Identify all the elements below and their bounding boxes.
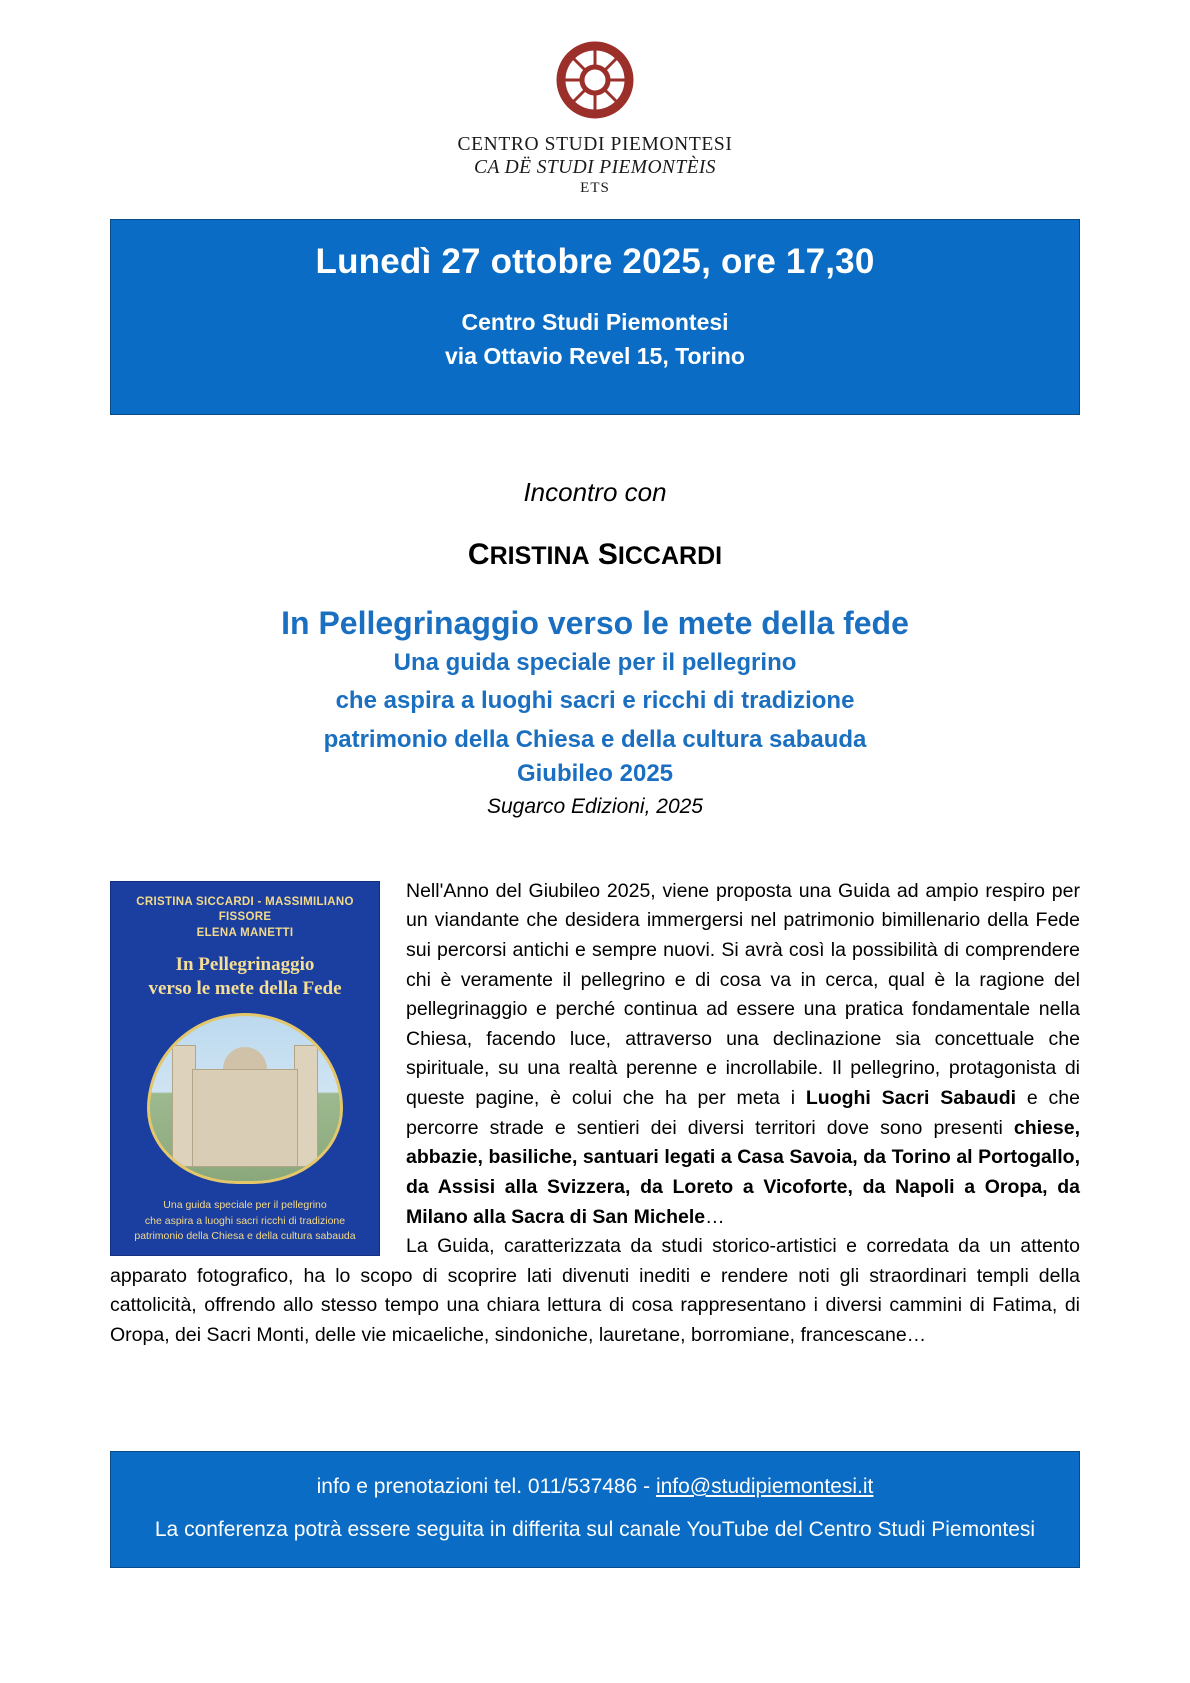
meeting-intro: Incontro con <box>523 477 667 507</box>
description-bold-1: Luoghi Sacri Sabaudi <box>805 1087 1017 1110</box>
cover-title-line-2: verso le mete della Fede <box>148 978 342 999</box>
speaker-firstname-rest: RISTINA <box>489 542 590 570</box>
cover-title <box>111 953 379 1001</box>
speaker-firstname-initial: C <box>467 538 490 571</box>
cover-subtitle <box>111 1198 379 1245</box>
contact-banner <box>110 1451 1080 1568</box>
speaker-lastname-rest: ICCARDI <box>617 542 723 570</box>
contact-phone-text: info e prenotazioni tel. 011/537486 - <box>316 1474 656 1498</box>
speaker-name <box>110 538 1080 572</box>
description-part-3: … <box>705 1205 725 1228</box>
event-venue: Centro Studi Piemontesi <box>461 309 729 336</box>
organization-logo <box>110 0 1080 197</box>
contact-info <box>121 1470 1069 1504</box>
book-jubilee-label: Giubileo 2025 <box>516 759 674 787</box>
description-block <box>110 877 1080 1351</box>
description-part-1: Nell'Anno del Giubileo 2025, viene proposta una Guida ad ampio respiro per un viandante che desidera immergersi nel patrimonio bimillenario della Fede sui percorsi antichi e sempre nuovi. Si avrà così la possibilità di comprendere chi è veramente il pellegrino e di cosa va in cerca, qual è la ragione del pellegrinaggio e perché continua ad essere una pratica fondamentale nella Chiesa, facendo luce, attraverso una declinazione sia concettuale che spirituale, su una realtà perenne e incrollabile. Il pellegrino, protagonista di queste pagine, è colui che ha per meta i <box>406 879 1080 1110</box>
description-part-4: La Guida, caratterizzata da studi storico-artistici e corredata da un attento apparato fotografico, ha lo scopo di scoprire lati divenuti inediti e rendere noti gli straordinari templi della cattolicità, offrendo allo stesso tempo una chiara lettura di cosa rappresentano i diversi cammini di Fatima, di Oropa, dei Sacri Monti, delle vie micaeliche, sindoniche, lauretane, borromiane, francescane… <box>110 1235 1080 1347</box>
event-date: Lunedì 27 ottobre 2025, ore 17,30 <box>315 242 875 281</box>
logo-title-it: CENTRO STUDI PIEMONTESI <box>457 134 733 155</box>
cover-subtitle-line-1: Una guida speciale per il pellegrino <box>163 1198 327 1211</box>
event-address: via Ottavio Revel 15, Torino <box>445 342 745 369</box>
youtube-note: La conferenza potrà essere seguita in differita sul canale YouTube del Centro Studi Piemontesi <box>154 1518 1036 1542</box>
description-bold-2: chiese, abbazie, basiliche, santuari legati a Casa Savoia, da Torino al Portogallo, da Assisi alla Svizzera, da Loreto a Vicoforte, da Napoli a Oropa, da Milano alla Sacra di San Michele <box>406 1116 1080 1228</box>
logo-title-pms: CA DË STUDI PIEMONTÈIS <box>474 157 716 178</box>
book-subtitle-line-1: Una guida speciale per il pellegrino <box>393 649 797 677</box>
cover-basilica-photo <box>147 1013 343 1184</box>
book-publisher: Sugarco Edizioni, 2025 <box>487 794 703 818</box>
event-banner <box>110 219 1080 415</box>
book-cover-image <box>110 881 380 1256</box>
book-title: In Pellegrinaggio verso le mete della fede <box>281 605 909 641</box>
speaker-lastname-initial: S <box>597 538 618 571</box>
cover-title-line-1: In Pellegrinaggio <box>175 954 315 976</box>
description-part-2: e che percorre strade e sentieri dei diversi territori dove sono presenti <box>406 1087 1080 1139</box>
cover-church-facade <box>192 1069 298 1167</box>
cover-subtitle-line-3: patrimonio della Chiesa e della cultura sabauda <box>134 1230 356 1243</box>
contact-email-link[interactable]: info@studipiemontesi.it <box>655 1474 874 1498</box>
rosette-logo-icon <box>547 32 643 128</box>
book-subtitle-line-2: che aspira a luoghi sacri e ricchi di tradizione <box>335 687 855 715</box>
logo-subtitle-ets: ETS <box>580 180 610 196</box>
cover-subtitle-line-2: che aspira a luoghi sacri ricchi di tradizione <box>144 1214 346 1227</box>
cover-authors: CRISTINA SICCARDI - MASSIMILIANO FISSORE ELENA MANETTI <box>136 895 354 939</box>
book-subtitle-line-3: patrimonio della Chiesa e della cultura sabauda <box>323 725 867 753</box>
